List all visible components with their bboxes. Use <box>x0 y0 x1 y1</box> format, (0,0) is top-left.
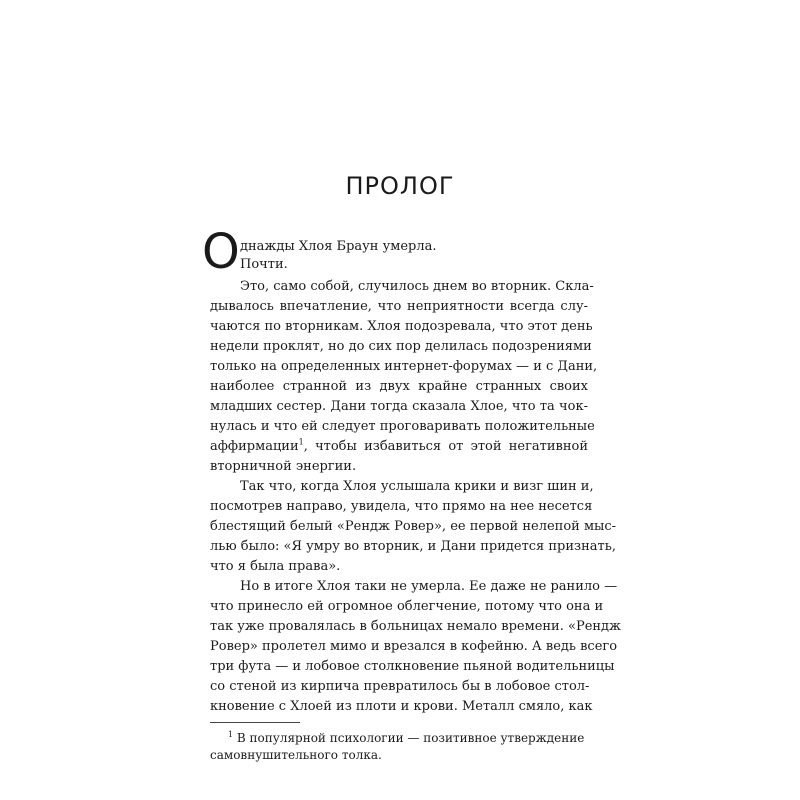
text-line: дывалось впечатление, что неприятности всегда слу- <box>210 299 588 314</box>
text-line: Почти. <box>240 257 288 272</box>
text-line: нулась и что ей следует проговаривать положительные <box>210 419 595 434</box>
text-line: посмотрев направо, увидела, что прямо на нее несется <box>210 499 593 514</box>
footnote-line: самовнушительного толка. <box>210 748 382 762</box>
text-line: чаются по вторникам. Хлоя подозревала, что этот день <box>210 319 593 334</box>
text-line: что я была права». <box>210 559 341 574</box>
text-line-with-footnote <box>210 438 588 456</box>
text-line: что принесло ей огромное облегчение, потому что она и <box>210 599 604 614</box>
text-line: недели проклят, но до сих пор делилась подозрениями <box>210 339 592 354</box>
text-line: Ровер» пролетел мимо и врезался в кофейню. А ведь всего <box>210 639 618 654</box>
text-fragment: , чтобы избавиться от этой негативной <box>303 439 588 454</box>
text-line: Но в итоге Хлоя таки не умерла. Ее даже не ранило — <box>240 579 618 594</box>
text-line: так уже провалялась в больницах немало времени. «Рендж <box>210 619 622 634</box>
text-line: днажды Хлоя Браун умерла. <box>240 239 437 254</box>
text-line: вторничной энергии. <box>210 459 357 474</box>
text-line: Так что, когда Хлоя услышала крики и визг шин и, <box>240 479 594 494</box>
text-line: наиболее странной из двух крайне странных своих <box>210 379 588 394</box>
text-line: со стеной из кирпича превратилось бы в лобовое стол- <box>210 679 590 694</box>
footnote-divider <box>210 722 300 723</box>
text-line: три фута — и лобовое столкновение пьяной водительницы <box>210 659 615 674</box>
footnote-marker: 1 <box>298 437 304 447</box>
text-line: младших сестер. Дани тогда сказала Хлое, что та чок- <box>210 399 588 414</box>
text-fragment: аффирмации <box>210 439 299 454</box>
footnote-marker: 1 <box>228 730 234 739</box>
text-line: кновение с Хлоей из плоти и крови. Металл смяло, как <box>210 699 593 714</box>
chapter-title: ПРОЛОГ <box>345 172 455 200</box>
text-line: только на определенных интернет-форумах — и с Дани, <box>210 359 598 374</box>
drop-cap: О <box>202 224 240 280</box>
text-line: лью было: «Я умру во вторник, и Дани придется признать, <box>210 539 616 554</box>
text-line: блестящий белый «Рендж Ровер», ее первой нелепой мыс- <box>210 519 617 534</box>
footnote-text: В популярной психологии — позитивное утверждение <box>233 731 585 745</box>
footnote-line <box>228 730 588 747</box>
text-line: Это, само собой, случилось днем во вторник. Скла- <box>240 279 594 294</box>
